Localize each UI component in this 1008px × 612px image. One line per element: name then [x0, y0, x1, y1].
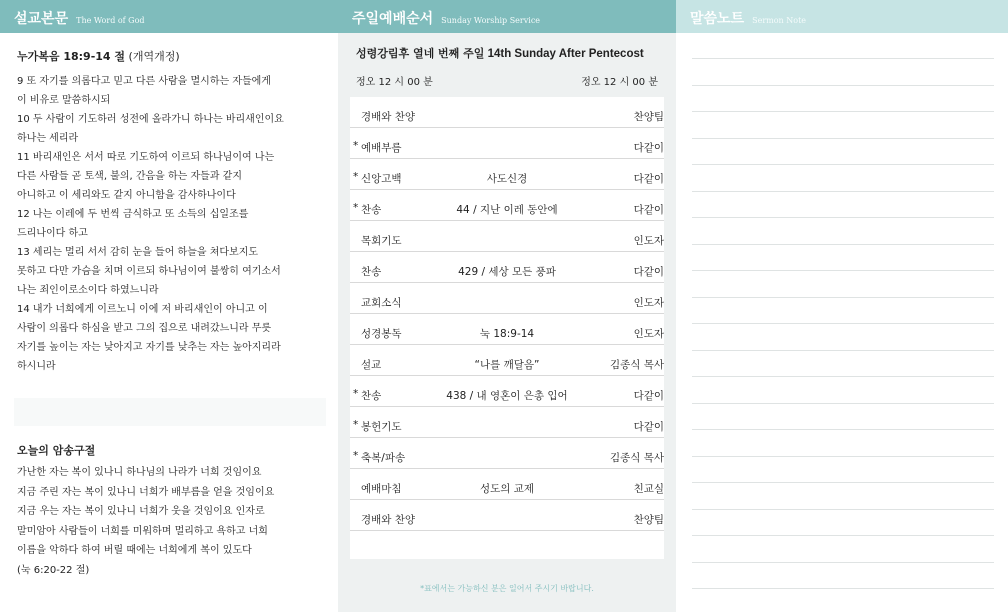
order-item-name: 축복/파송 — [361, 452, 406, 464]
order-row — [350, 252, 664, 283]
standing-marker: * — [353, 419, 359, 431]
verse-line: 11 바리새인은 서서 따로 기도하여 이르되 하나님이여 나는 — [17, 152, 275, 163]
note-rule-line — [692, 270, 994, 271]
note-rule-line — [692, 588, 994, 589]
order-item-detail: 사도신경 — [486, 173, 528, 185]
sunday-title — [356, 45, 658, 61]
order-item-leader: 김종식 목사 — [609, 452, 664, 464]
verse-line: 드리나이다 하고 — [17, 228, 88, 239]
sunday-info — [338, 33, 676, 97]
standing-marker: * — [353, 202, 359, 214]
order-row — [350, 97, 664, 128]
order-row — [350, 500, 664, 531]
worship-order-panel — [338, 0, 676, 612]
worship-header — [338, 0, 676, 33]
scripture-reference-title: 누가복음 18:9-14 절 — [17, 50, 126, 63]
verse-line: 14 내가 너희에게 이르노니 이에 저 바리새인이 아니고 이 — [17, 304, 268, 315]
sermon-note-panel — [676, 0, 1008, 612]
order-item-leader: 다같이 — [633, 266, 664, 278]
standing-marker: * — [353, 171, 359, 183]
order-item-leader: 인도자 — [633, 297, 664, 309]
note-rule-line — [692, 164, 994, 165]
note-rule-line — [692, 509, 994, 510]
note-rule-line — [692, 111, 994, 112]
verse-list — [17, 72, 327, 376]
order-row — [350, 190, 664, 221]
scripture-reference — [17, 48, 327, 64]
scripture-version: (개역개정) — [125, 50, 180, 63]
service-time-left: 정오 12 시 00 분 — [356, 77, 433, 88]
verse-line: 9 또 자기를 의롭다고 믿고 다른 사람을 멸시하는 자들에게 — [17, 76, 271, 87]
scripture-header-subtitle: The Word of God — [76, 16, 145, 25]
order-row — [350, 438, 664, 469]
note-rule-line — [692, 323, 994, 324]
order-item-leader: 찬양팀 — [633, 514, 664, 526]
note-rule-line — [692, 217, 994, 218]
order-item-detail: 눅 18:9-14 — [479, 328, 535, 340]
order-item-name: 봉헌기도 — [361, 421, 402, 433]
order-item-name: 설교 — [361, 359, 382, 371]
memory-verse-section — [17, 442, 332, 580]
verse-line: 사람이 의롭다 하심을 받고 그의 집으로 내려갔느니라 무릇 — [17, 323, 272, 334]
standing-footnote: *표에서는 가능하신 분은 일어서 주시기 바랍니다. — [420, 584, 594, 593]
scripture-header-title: 설교본문 — [14, 11, 69, 27]
worship-header-subtitle: Sunday Worship Service — [441, 16, 541, 25]
order-item-name: 신앙고백 — [361, 173, 402, 185]
standing-marker: * — [353, 450, 359, 462]
note-rule-line — [692, 456, 994, 457]
order-item-name: 성경봉독 — [361, 328, 402, 340]
note-rule-line — [692, 482, 994, 483]
sermon-note-header-title: 말씀노트 — [690, 11, 745, 27]
note-rule-line — [692, 562, 994, 563]
verse-line: 아니하고 이 세리와도 같지 아니함을 감사하나이다 — [17, 190, 236, 201]
scripture-panel — [0, 0, 338, 612]
order-item-name: 찬송 — [361, 390, 382, 402]
order-item-leader: 김종식 목사 — [609, 359, 664, 371]
order-row — [350, 221, 664, 252]
sunday-title-kr: 성령강림후 열네 번째 주일 — [356, 47, 485, 60]
order-row — [350, 376, 664, 407]
order-item-leader: 다같이 — [633, 173, 664, 185]
note-rule-line — [692, 350, 994, 351]
sunday-title-en: 14th Sunday After Pentecost — [484, 48, 644, 60]
order-of-service — [350, 97, 664, 559]
note-rule-line — [692, 297, 994, 298]
order-item-name: 찬송 — [361, 204, 382, 216]
verse-line: 10 두 사람이 기도하러 성전에 올라가니 하나는 바리새인이요 — [17, 114, 284, 125]
verse-line: 12 나는 이레에 두 번씩 금식하고 또 소득의 십일조를 — [17, 209, 249, 220]
order-item-leader: 인도자 — [633, 328, 664, 340]
order-item-leader: 인도자 — [633, 235, 664, 247]
order-item-name: 찬송 — [361, 266, 382, 278]
order-item-detail: 429 / 세상 모든 풍파 — [458, 266, 556, 278]
order-item-leader: 다같이 — [633, 142, 664, 154]
order-row — [350, 345, 664, 376]
sermon-note-header — [676, 0, 1008, 33]
order-item-leader: 다같이 — [633, 204, 664, 216]
order-row — [350, 407, 664, 438]
standing-marker: * — [353, 388, 359, 400]
memory-verse-line: 말미암아 사람들이 너희를 미워하며 멀리하고 욕하고 너희 — [17, 525, 268, 537]
note-rule-line — [692, 58, 994, 59]
order-row — [350, 469, 664, 500]
verse-line: 못하고 다만 가슴을 치며 이르되 하나님이여 불쌍히 여기소서 — [17, 266, 281, 277]
sermon-note-header-subtitle: Sermon Note — [752, 16, 807, 25]
order-row — [350, 159, 664, 190]
order-item-detail: 44 / 지난 이레 동안에 — [456, 204, 558, 216]
memory-verse-line: (눅 6:20-22 절) — [17, 564, 90, 576]
note-rule-line — [692, 138, 994, 139]
spacer-box — [14, 398, 326, 426]
memory-verse-line: 가난한 자는 복이 있나니 하나님의 나라가 너희 것임이요 — [17, 467, 262, 478]
order-item-detail: “나를 깨달음” — [474, 359, 540, 371]
order-item-name: 예배부름 — [361, 142, 402, 154]
worship-header-title: 주일예배순서 — [352, 11, 434, 27]
order-item-leader: 친교실 — [633, 483, 664, 495]
note-rule-line — [692, 535, 994, 536]
note-rule-line — [692, 376, 994, 377]
verse-line: 자기를 높이는 자는 낮아지고 자기를 낮추는 자는 높아지리라 — [17, 342, 281, 353]
order-row — [350, 283, 664, 314]
note-rule-line — [692, 403, 994, 404]
note-rule-line — [692, 244, 994, 245]
service-time-right: 정오 12 시 00 분 — [581, 77, 658, 88]
memory-verse-line: 지금 주린 자는 복이 있나니 너희가 배부름을 얻을 것임이요 — [17, 486, 275, 498]
verse-line: 하시니라 — [17, 361, 56, 372]
service-times — [356, 73, 658, 88]
order-item-leader: 다같이 — [633, 421, 664, 433]
order-item-leader: 찬양팀 — [633, 111, 664, 123]
memory-verse-line: 지금 우는 자는 복이 있나니 너희가 웃을 것임이요 인자로 — [17, 506, 265, 517]
note-rule-line — [692, 85, 994, 86]
order-row — [350, 128, 664, 159]
order-item-detail: 438 / 내 영혼이 은총 입어 — [446, 390, 568, 402]
scripture-passage — [17, 48, 327, 376]
order-row — [350, 314, 664, 345]
order-item-name: 목회기도 — [361, 235, 402, 247]
memory-verse-text — [17, 463, 332, 580]
order-item-leader: 다같이 — [633, 390, 664, 402]
standing-marker: * — [353, 140, 359, 152]
memory-verse-line: 이름을 악하다 하여 버릴 때에는 너희에게 복이 있도다 — [17, 545, 252, 556]
note-rule-line — [692, 191, 994, 192]
scripture-header — [0, 0, 338, 33]
verse-line: 13 세리는 멀리 서서 감히 눈을 들어 하늘을 쳐다보지도 — [17, 247, 259, 258]
order-item-name: 경배와 찬양 — [361, 514, 416, 526]
order-item-name: 예배마침 — [361, 483, 402, 495]
verse-line: 다른 사람들 곧 토색, 불의, 간음을 하는 자들과 같지 — [17, 171, 242, 182]
verse-line: 하나는 세리라 — [17, 133, 79, 144]
memory-verse-title: 오늘의 암송구절 — [17, 444, 96, 457]
order-item-name: 경배와 찬양 — [361, 111, 416, 123]
verse-line: 이 비유로 말씀하시되 — [17, 95, 111, 106]
note-rule-line — [692, 429, 994, 430]
order-item-detail: 성도의 교제 — [479, 483, 535, 495]
verse-line: 나는 죄인이로소이다 하였느니라 — [17, 285, 159, 296]
order-item-name: 교회소식 — [361, 297, 402, 309]
